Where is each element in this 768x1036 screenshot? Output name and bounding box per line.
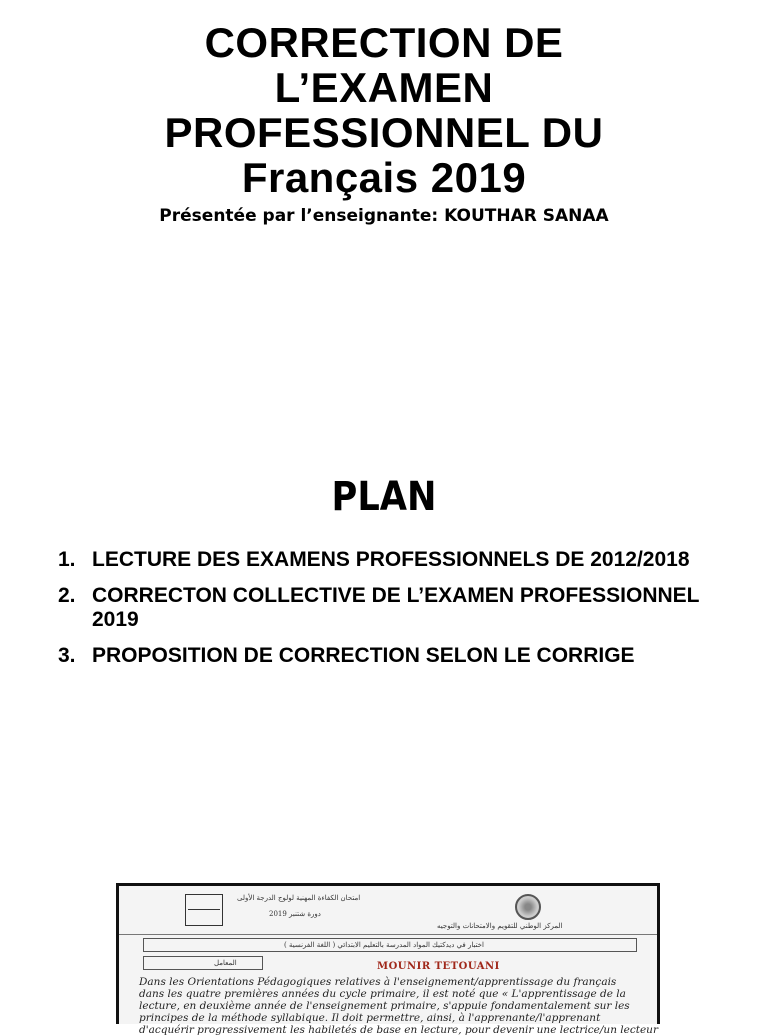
title-line: PROFESSIONNEL DU	[164, 109, 604, 156]
plan-item-text: PROPOSITION DE CORRECTION SELON LE CORRIGE	[92, 644, 635, 667]
title-block	[0, 20, 768, 226]
scanned-exam-image	[116, 883, 660, 1036]
scan-subject-row	[143, 938, 637, 952]
scan-body-line: lecture, en deuxième année de l'enseignement primaire, s'appuie fondamentalement sur les	[139, 1000, 630, 1012]
kingdom-emblem-icon	[515, 894, 541, 920]
scan-body-line: dans les quatre premières années du cycle primaire, il est noté que « L'apprentissage de la	[139, 988, 626, 1000]
plan-item-text: CORRECTON COLLECTIVE DE L’EXAMEN PROFESSIONNEL 2019	[92, 584, 700, 631]
plan-item-number: 1.	[58, 548, 76, 571]
presenter-line: Présentée par l’enseignante: KOUTHAR SANAA	[159, 206, 609, 226]
plan-item-number: 3.	[58, 644, 76, 667]
title-line: L’EXAMEN	[274, 64, 494, 111]
scan-header-right: المركز الوطني للتقويم والامتحانات والتوجيه	[437, 922, 563, 930]
scan-subject: اختبار في ديدكتيك المواد المدرسة بالتعليم الابتدائي ( اللغة الفرنسية )	[284, 941, 484, 949]
scan-body-line: principes de la méthode syllabique. Il doit permettre, ainsi, à l'apprenante/l'apprenant	[139, 1012, 601, 1024]
scan-handwritten-name: MOUNIR TETOUANI	[377, 961, 500, 972]
plan-item-number: 2.	[58, 584, 76, 607]
scan-header-center: امتحان الكفاءة المهنية لولوج الدرجة الأولى	[237, 894, 361, 902]
slide-title	[0, 20, 768, 200]
title-line: CORRECTION DE	[204, 19, 564, 66]
plan-heading: PLAN	[331, 474, 437, 520]
page-number-box	[185, 894, 223, 926]
scan-body-line: d'acquérir progressivement les habiletés de base en lecture, pour devenir une lectrice/un lecteur	[139, 1024, 658, 1036]
scan-coef-row	[143, 956, 263, 970]
scan-body-text	[139, 976, 658, 1036]
scan-coef-label: المعامل	[214, 959, 237, 967]
plan-item	[58, 584, 718, 632]
plan-item	[58, 548, 718, 572]
plan-item	[58, 644, 718, 668]
scan-header	[119, 886, 657, 935]
plan-list	[58, 548, 718, 680]
plan-item-text: LECTURE DES EXAMENS PROFESSIONNELS DE 2012/2018	[92, 548, 690, 571]
scan-body-line: Dans les Orientations Pédagogiques relatives à l'enseignement/apprentissage du français	[139, 976, 617, 988]
title-line: Français 2019	[241, 154, 527, 201]
scan-header-center-2: دورة شتنبر 2019	[269, 910, 321, 918]
